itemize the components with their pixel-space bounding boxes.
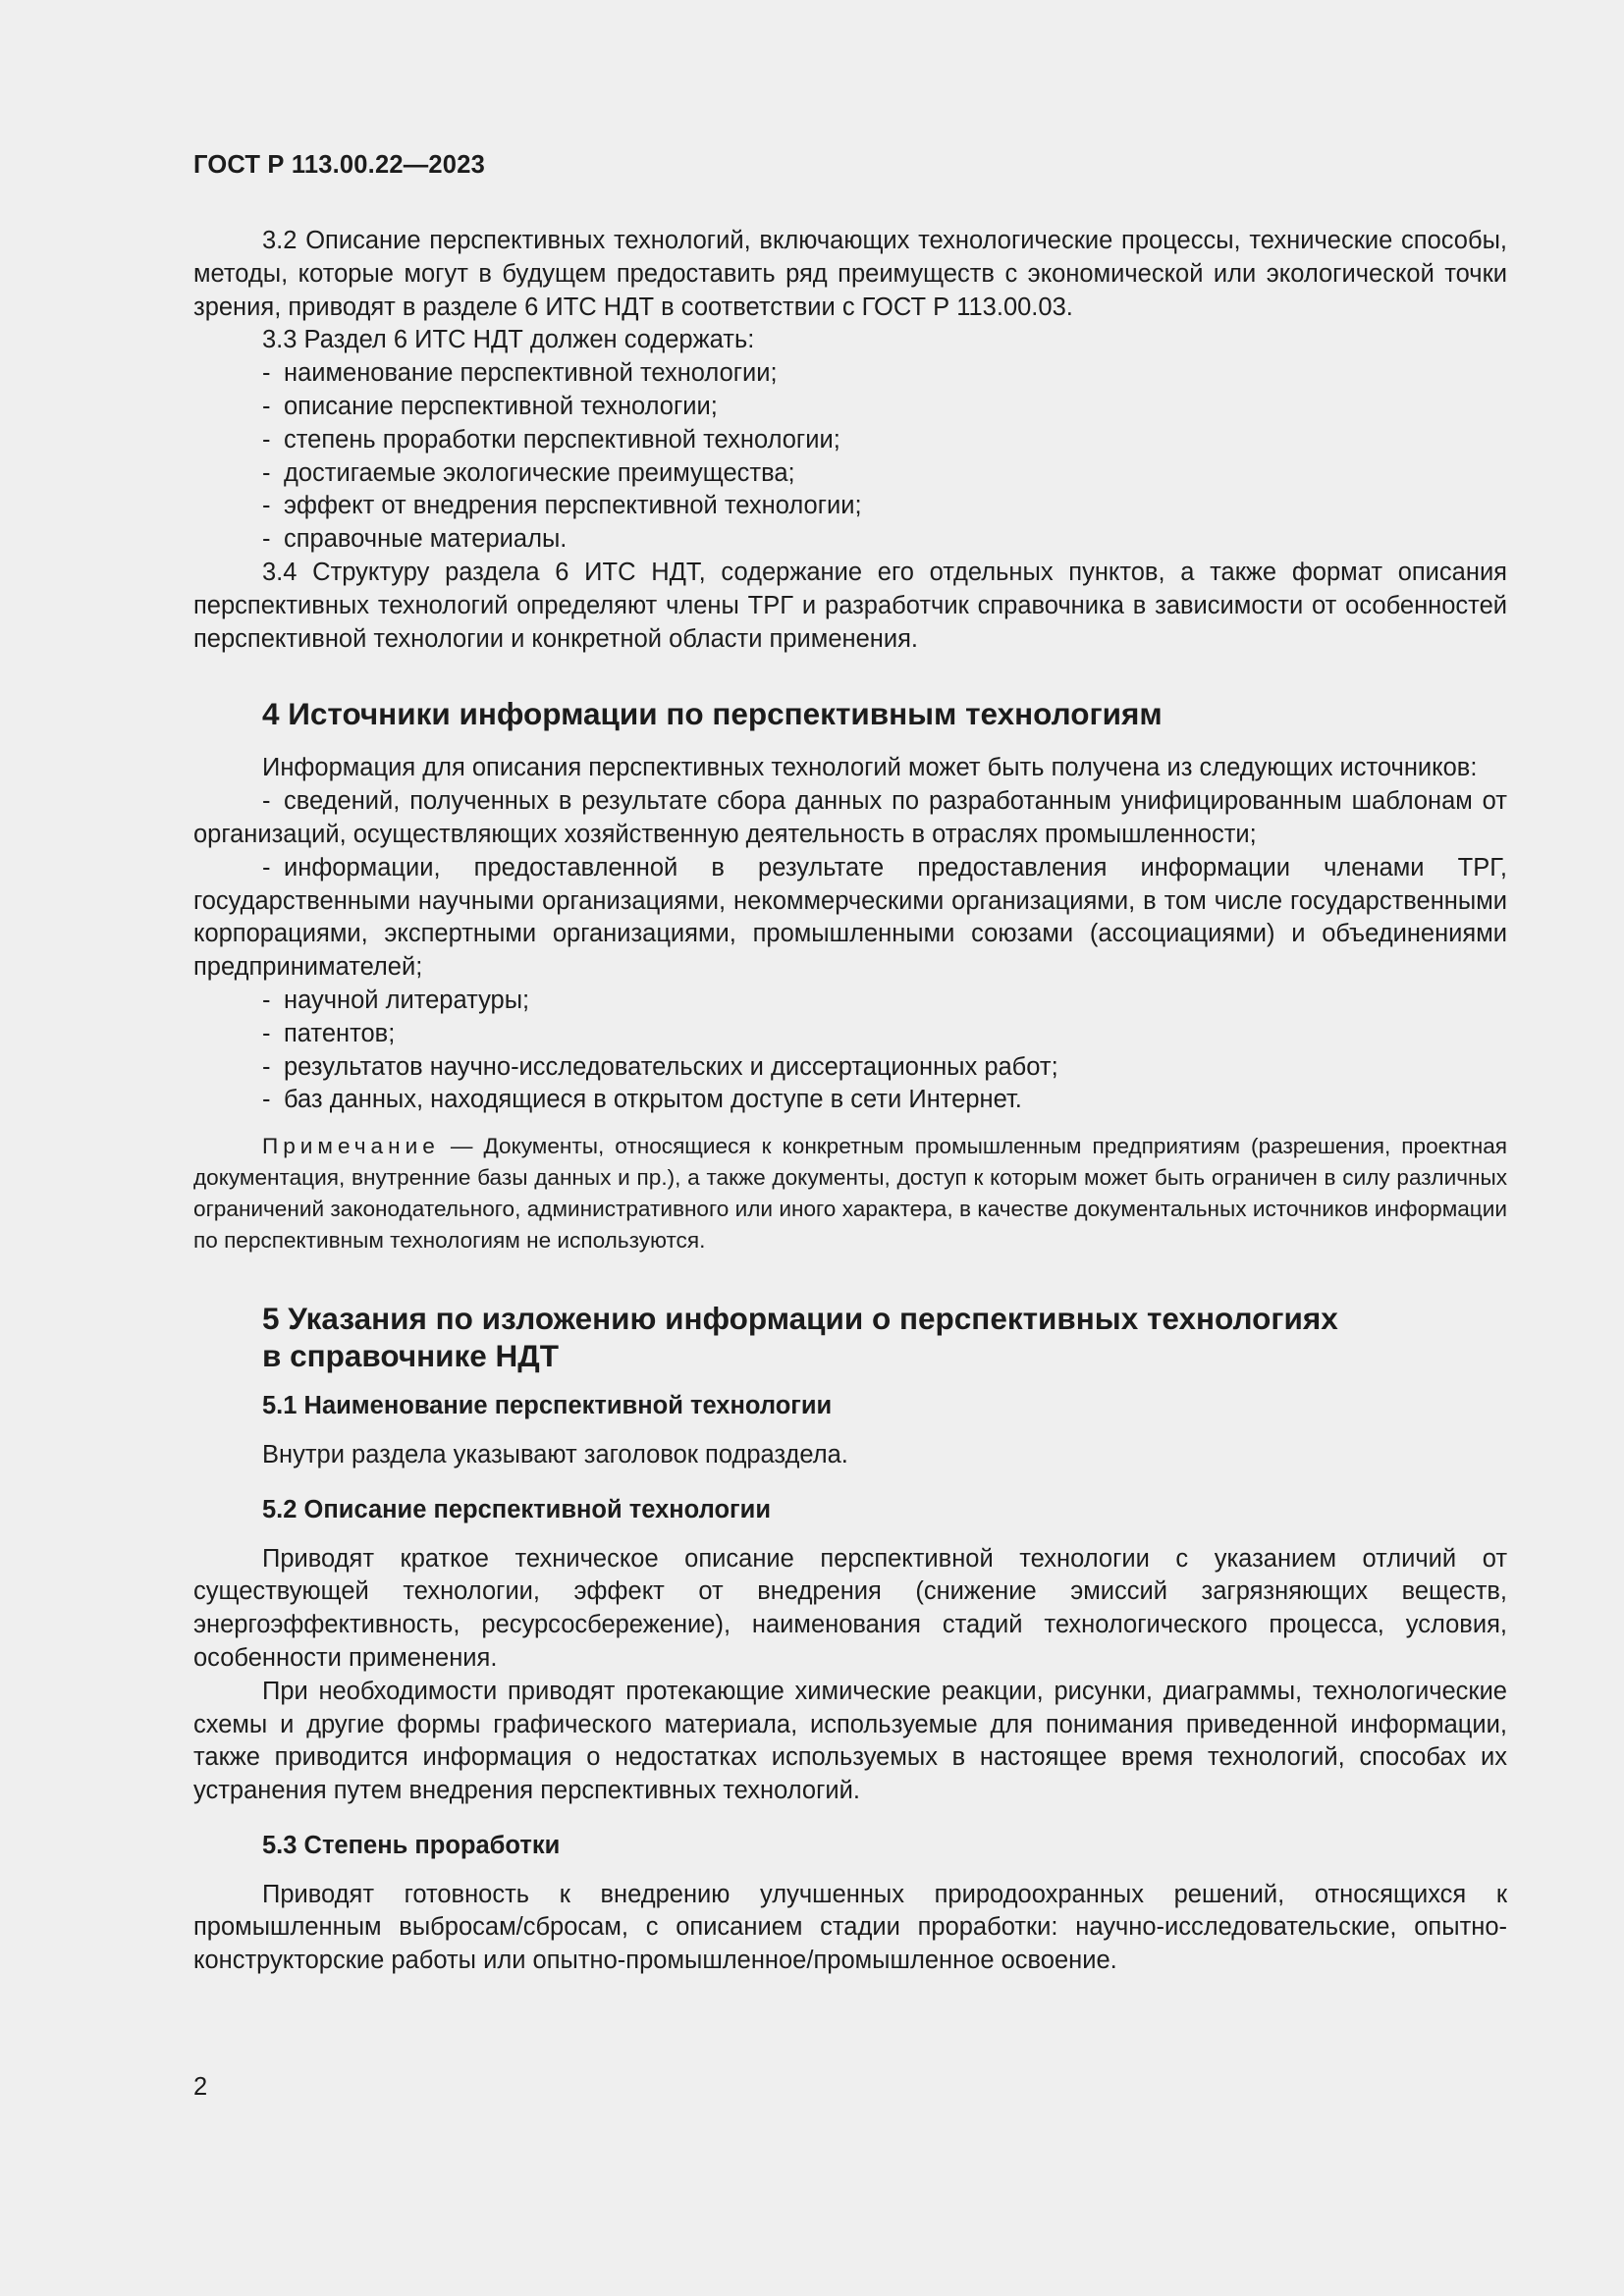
list-item: - степень проработки перспективной технологии; [262, 425, 840, 454]
list-item: - справочные материалы. [262, 525, 568, 554]
section-5-title: 5 Указания по изложению информации о перспективных технологиях в справочнике НДТ [262, 1301, 1338, 1374]
subsection-5-2-title: 5.2 Описание перспективной технологии [262, 1495, 772, 1523]
subsection-5-3-title: 5.3 Степень проработки [262, 1831, 561, 1859]
paragraph-3-2: 3.2 Описание перспективных технологий, включающих технологические процессы, технические способы, методы, которые могут в будущем предоставить ряд преимуществ с экономической или экологической точки зрения, приводят в разделе 6 ИТС НДТ в соответствии с ГОСТ Р 113.00.03. [193, 227, 1507, 321]
subsection-5-1-text: Внутри раздела указывают заголовок подраздела. [262, 1440, 848, 1468]
list-item: - наименование перспективной технологии; [262, 359, 778, 388]
list-item: - эффект от внедрения перспективной технологии; [262, 492, 862, 520]
section-4-intro: Информация для описания перспективных технологий может быть получена из следующих источников: [262, 754, 1478, 782]
list-item: - сведений, полученных в результате сбора данных по разработанным унифицированным шаблонам от организаций, осуществляющих хозяйственную деятельность в отраслях промышленности; [193, 787, 1507, 848]
list-item: - научной литературы; [262, 986, 530, 1014]
note-text: — Документы, относящиеся к конкретным промышленным предприятиям (разрешения, проектная документация, внутренние базы данных и пр.), а также документы, доступ к которым может быть ограничен в силу различных ограничений законодательного, административного или иного характера, в качестве документальных источников информации по перспективным технологиям не используются. [193, 1134, 1507, 1254]
list-item: - результатов научно-исследовательских и диссертационных работ; [262, 1052, 1058, 1081]
subsection-5-1-title: 5.1 Наименование перспективной технологии [262, 1392, 833, 1420]
note [193, 1131, 1507, 1256]
list-item: - достигаемые экологические преимущества; [262, 458, 795, 487]
document-header: ГОСТ Р 113.00.22—2023 [193, 151, 485, 179]
subsection-5-2-paragraph-2: При необходимости приводят протекающие химические реакции, рисунки, диаграммы, технологические схемы и другие формы графического материала, используемые для понимания приведенной информации, также приводится информация о недостатках используемых в настоящее время технологий, способах их устранения путем внедрения перспективных технологий. [193, 1677, 1507, 1805]
subsection-5-3-text: Приводят готовность к внедрению улучшенных природоохранных решений, относящихся к промышленным выбросам/сбросам, с описанием стадии проработки: научно-исследовательские, опытно-конструкторские работы или опытно-промышленное/промышленное освоение. [193, 1880, 1507, 1975]
list-item: - баз данных, находящиеся в открытом доступе в сети Интернет. [262, 1086, 1022, 1114]
list-item: - описание перспективной технологии; [262, 392, 718, 420]
page-number: 2 [193, 2073, 208, 2101]
list-item: - патентов; [262, 1019, 396, 1047]
subsection-5-2-paragraph-1: Приводят краткое техническое описание перспективной технологии с указанием отличий от существующей технологии, эффект от внедрения (снижение эмиссий загрязняющих веществ, энергоэффективность, ресурсосбережение), наименования стадий технологического процесса, условия, особенности применения. [193, 1544, 1507, 1672]
paragraph-3-3: 3.3 Раздел 6 ИТС НДТ должен содержать: [262, 326, 755, 354]
section-4-title: 4 Источники информации по перспективным технологиям [262, 696, 1163, 732]
note-label: Примечание [262, 1134, 440, 1159]
document-body [193, 225, 1507, 1978]
paragraph-3-4: 3.4 Структуру раздела 6 ИТС НДТ, содержание его отдельных пунктов, а также формат описания перспективных технологий определяют члены ТРГ и разработчик справочника в зависимости от особенностей перспективной технологии и конкретной области применения. [193, 558, 1507, 653]
list-item: - информации, предоставленной в результате предоставления информации членами ТРГ, государственными научными организациями, некоммерческими организациями, в том числе государственными корпорациями, экспертными организациями, промышленными союзами (ассоциациями) и объединениями предпринимателей; [193, 853, 1507, 982]
